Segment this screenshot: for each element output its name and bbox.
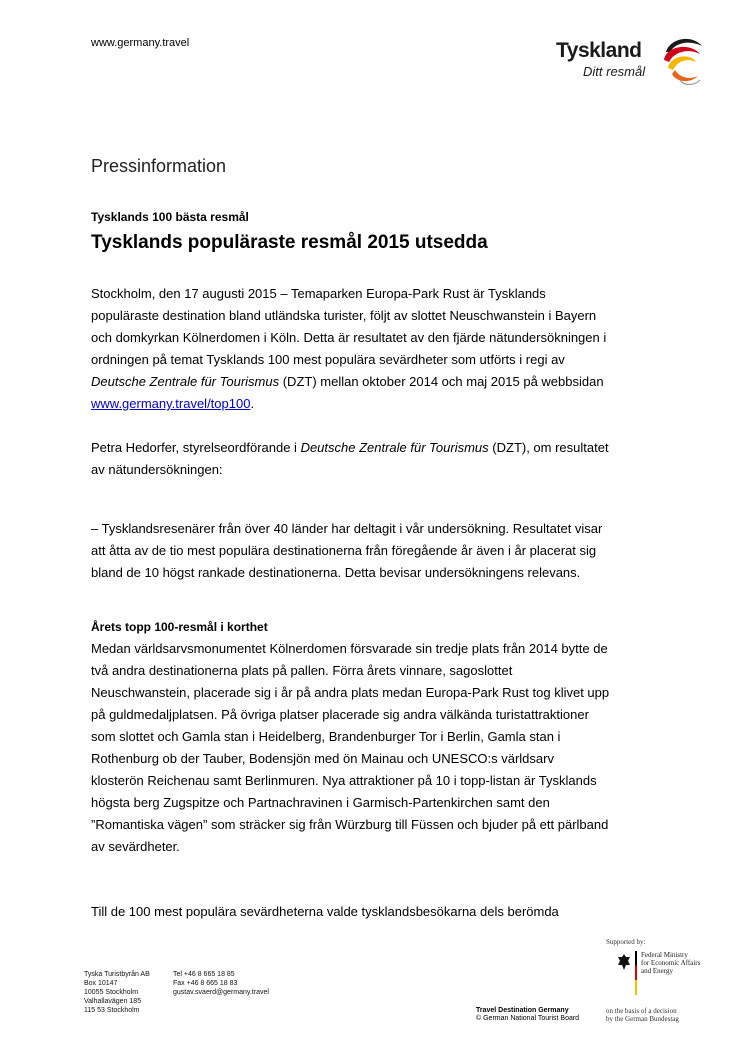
text-line: på guldmedaljplatsen. På övriga platser placerade sig andra välkända turistattraktioner: [91, 707, 589, 722]
logo-subtitle: Ditt resmål: [583, 64, 646, 79]
tdg-credit: Travel Destination Germany © German National Tourist Board: [476, 1007, 580, 1022]
swirl-logo-icon: [660, 30, 706, 90]
text-line: bland de 10 högst rankade destinationerna. Detta bevisar undersökningens relevans.: [91, 565, 581, 580]
paragraph-closing: [91, 901, 651, 923]
text-line: – Tysklandsresenärer från över 40 länder har deltagit i vår undersökning. Resultatet visar: [91, 521, 603, 536]
text-line: två andra destinationerna plats på pallen. Förra årets vinnare, sagoslottet: [91, 663, 513, 678]
contact-email[interactable]: gustav.svaerd@germany.travel: [173, 989, 269, 996]
footer-contact: Tel +46 8 665 18 85 Fax +46 8 665 18 83 gustav.svaerd@germany.travel: [173, 971, 269, 996]
text-line: Neuschwanstein, placerade sig i år på andra plats medan Europa-Park Rust tog klivet upp: [91, 685, 610, 700]
header-url: www.germany.travel: [91, 37, 190, 49]
text-line: ”Romantiska vägen” som sträcker sig från Würzburg till Füssen och bjuder på ett pärlband: [91, 817, 609, 832]
text-line: populäraste destination bland utländska turister, följt av slottet Neuschwanstein i Bayern: [91, 308, 597, 323]
text-line: av nätundersökningen:: [91, 462, 223, 477]
paragraph-quote-intro: [91, 437, 651, 481]
text-line: högsta berg Zugspitze och Partnachravinen i Garmisch-Partenkirchen samt den: [91, 795, 550, 810]
subheading: Årets topp 100-resmål i korthet: [91, 620, 268, 634]
text-line: att åtta av de tio mest populära destinationerna från föregående år även i år placerat sig: [91, 543, 597, 558]
text-line: Till de 100 mest populära sevärdheterna valde tysklandsbesökarna dels berömda: [91, 904, 559, 919]
text-line: Rothenburg ob der Tauber, Bodensjön med ön Mainau och UNESCO:s världsarv: [91, 751, 554, 766]
paragraph-quote: [91, 518, 651, 584]
top100-link[interactable]: www.germany.travel/top100: [91, 396, 251, 411]
paragraph-intro: [91, 283, 651, 415]
section-label: Pressinformation: [91, 156, 227, 176]
footer-address: Tyska Turistbyrån AB Box 10147 10055 Stockholm Valhallavägen 185 115 53 Stockholm: [84, 971, 150, 1014]
text-line: www.germany.travel/top100.: [91, 396, 255, 411]
ministry-text: Federal Ministry for Economic Affairs and Energy: [641, 951, 701, 975]
text-line: ordningen på temat Tysklands 100 mest populära sevärdheter som utförts i regi av: [91, 352, 565, 367]
tyskland-logo: [520, 26, 720, 90]
text-line: och domkyrkan Kölnerdomen i Köln. Detta är resultatet av den fjärde nätundersökningen i: [91, 330, 607, 345]
text-line: klosterön Reichenau samt Berlinmuren. Nya attraktioner på 10 i topp-listan är Tysklands: [91, 773, 597, 788]
logo-title: Tyskland: [556, 39, 642, 62]
bundestag-note: on the basis of a decision by the German Bundestag: [606, 1007, 679, 1023]
flag-bar: [635, 951, 637, 995]
ministry-logo: [617, 951, 717, 997]
headline: Tysklands populäraste resmål 2015 utsedda: [91, 232, 488, 253]
dzt-name: Deutsche Zentrale für Tourismus: [91, 374, 280, 389]
section-top100: [91, 616, 651, 858]
text-line: som slottet och Gamla stan i Heidelberg, Brandenburger Tor i Berlin, Gamla stan i: [91, 729, 561, 744]
text-line: Petra Hedorfer, styrelseordförande i Deutsche Zentrale für Tourismus (DZT), om resultatet: [91, 440, 609, 455]
text-line: av sevärdheter.: [91, 839, 180, 854]
eagle-icon: [617, 953, 631, 971]
kicker: Tysklands 100 bästa resmål: [91, 210, 249, 224]
text-line: Deutsche Zentrale für Tourismus (DZT) mellan oktober 2014 och maj 2015 på webbsidan: [91, 374, 604, 389]
text-line: Medan världsarvsmonumentet Kölnerdomen försvarade sin tredje plats från 2014 bytte de: [91, 641, 608, 656]
supported-by: Supported by:: [606, 938, 646, 946]
text-line: Stockholm, den 17 augusti 2015 – Temaparken Europa-Park Rust är Tysklands: [91, 286, 546, 301]
